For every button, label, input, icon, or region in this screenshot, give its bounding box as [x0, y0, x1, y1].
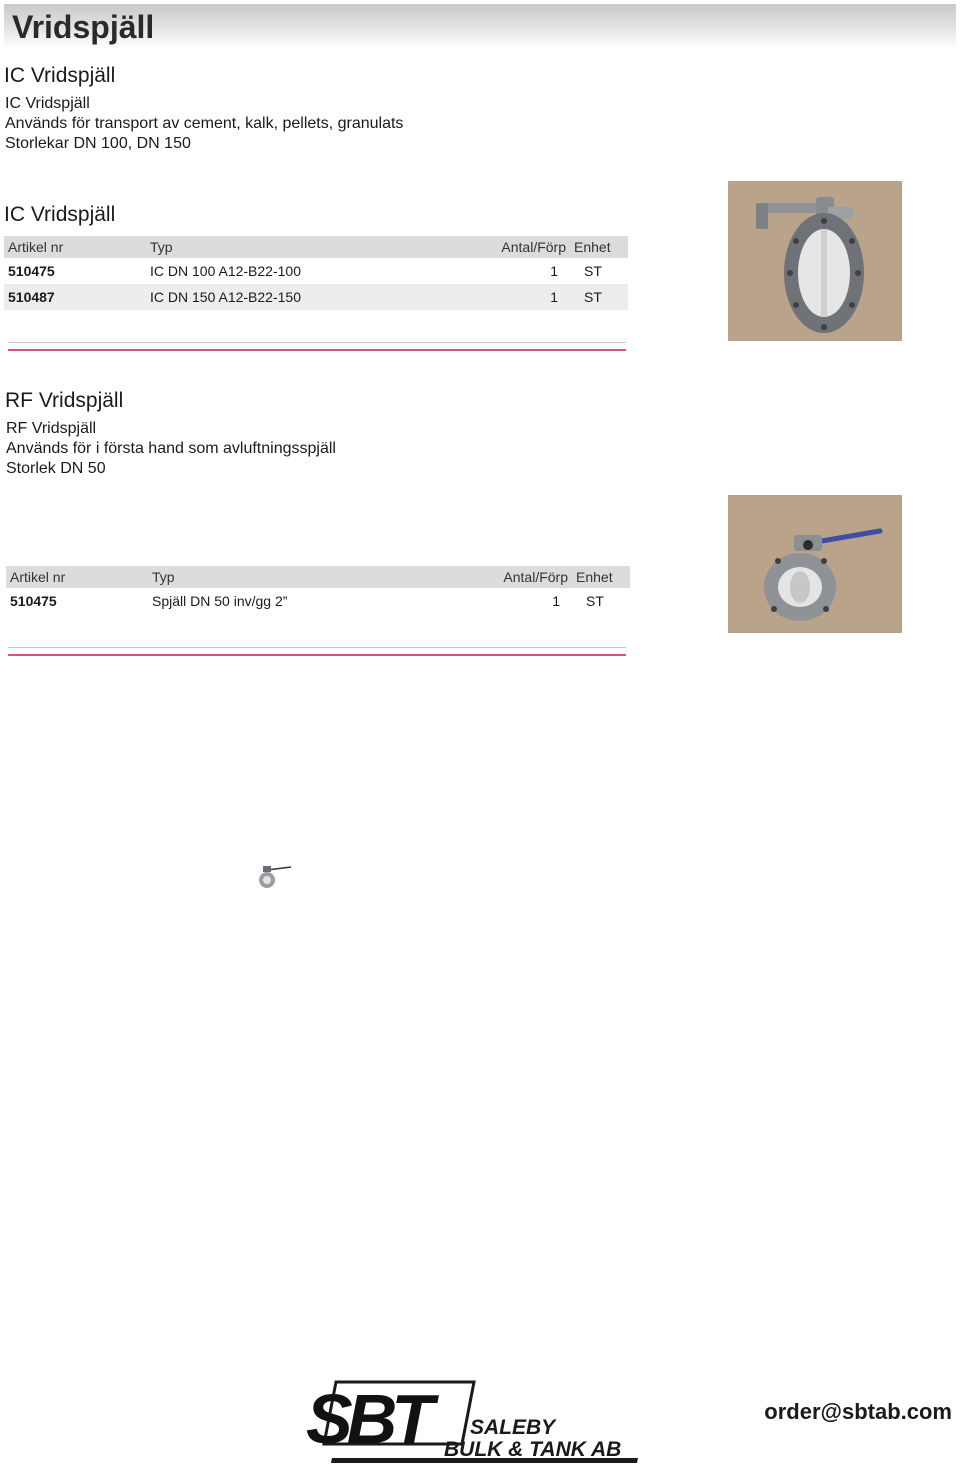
- logo-mark-text: SBT: [306, 1380, 428, 1458]
- rf-desc-line: Storlek DN 50: [6, 460, 106, 477]
- rf-product-table: [6, 566, 630, 614]
- small-valve-icon: [257, 864, 293, 892]
- typ: IC DN 150 A12-B22-150: [146, 284, 464, 310]
- enhet: ST: [570, 284, 628, 310]
- col-header-typ: Typ: [148, 566, 466, 588]
- table-row: [6, 588, 630, 614]
- artikel-nr: 510475: [10, 593, 57, 609]
- ic-product-table: [4, 236, 628, 310]
- ic-description: [5, 94, 403, 154]
- page-title: Vridspjäll: [12, 9, 155, 45]
- footer-email-link[interactable]: order@sbtab.com: [764, 1399, 952, 1424]
- antal: 1: [552, 593, 560, 609]
- ic-desc-line: Storlekar DN 100, DN 150: [5, 135, 191, 152]
- divider-accent: [8, 654, 626, 656]
- col-header-artikel: Artikel nr: [6, 566, 148, 588]
- sbt-logo: [306, 1380, 642, 1464]
- logo-line-2: BULK & TANK AB: [444, 1438, 622, 1461]
- col-header-antal: Antal/Förp: [464, 236, 570, 258]
- butterfly-valve-icon: [728, 495, 902, 633]
- antal: 1: [550, 263, 558, 279]
- artikel-nr: 510487: [4, 284, 146, 310]
- ic-table-title: IC Vridspjäll: [4, 203, 116, 226]
- table-row: [4, 258, 628, 284]
- rf-section-title: RF Vridspjäll: [5, 389, 124, 412]
- rf-desc-line: RF Vridspjäll: [6, 420, 97, 437]
- col-header-enhet: Enhet: [570, 236, 628, 258]
- col-header-artikel: Artikel nr: [4, 236, 146, 258]
- page-header: [4, 4, 956, 48]
- ic-desc-line: IC Vridspjäll: [5, 95, 90, 112]
- divider-accent: [8, 349, 626, 351]
- artikel-nr: 510475: [8, 263, 55, 279]
- antal: 1: [464, 284, 570, 310]
- rf-desc-line: Används för i första hand som avluftningsspjäll: [6, 440, 336, 457]
- col-header-typ: Typ: [146, 236, 464, 258]
- rf-description: [6, 419, 336, 479]
- enhet: ST: [584, 263, 602, 279]
- logo-line-1: SALEBY: [470, 1416, 556, 1439]
- divider: [8, 342, 626, 343]
- enhet: ST: [586, 593, 604, 609]
- typ: IC DN 100 A12-B22-100: [150, 263, 301, 279]
- rf-valve-photo: [728, 495, 902, 633]
- col-header-antal: Antal/Förp: [466, 566, 572, 588]
- divider: [8, 647, 626, 648]
- table-header-row: [4, 236, 628, 258]
- ic-valve-photo: [728, 181, 902, 341]
- col-header-enhet: Enhet: [572, 566, 630, 588]
- butterfly-valve-icon: [728, 181, 902, 341]
- ic-section-title: IC Vridspjäll: [4, 64, 116, 87]
- table-header-row: [6, 566, 630, 588]
- table-row: [4, 284, 628, 310]
- ic-desc-line: Används för transport av cement, kalk, pellets, granulats: [5, 115, 404, 132]
- typ: Spjäll DN 50 inv/gg 2”: [152, 593, 288, 609]
